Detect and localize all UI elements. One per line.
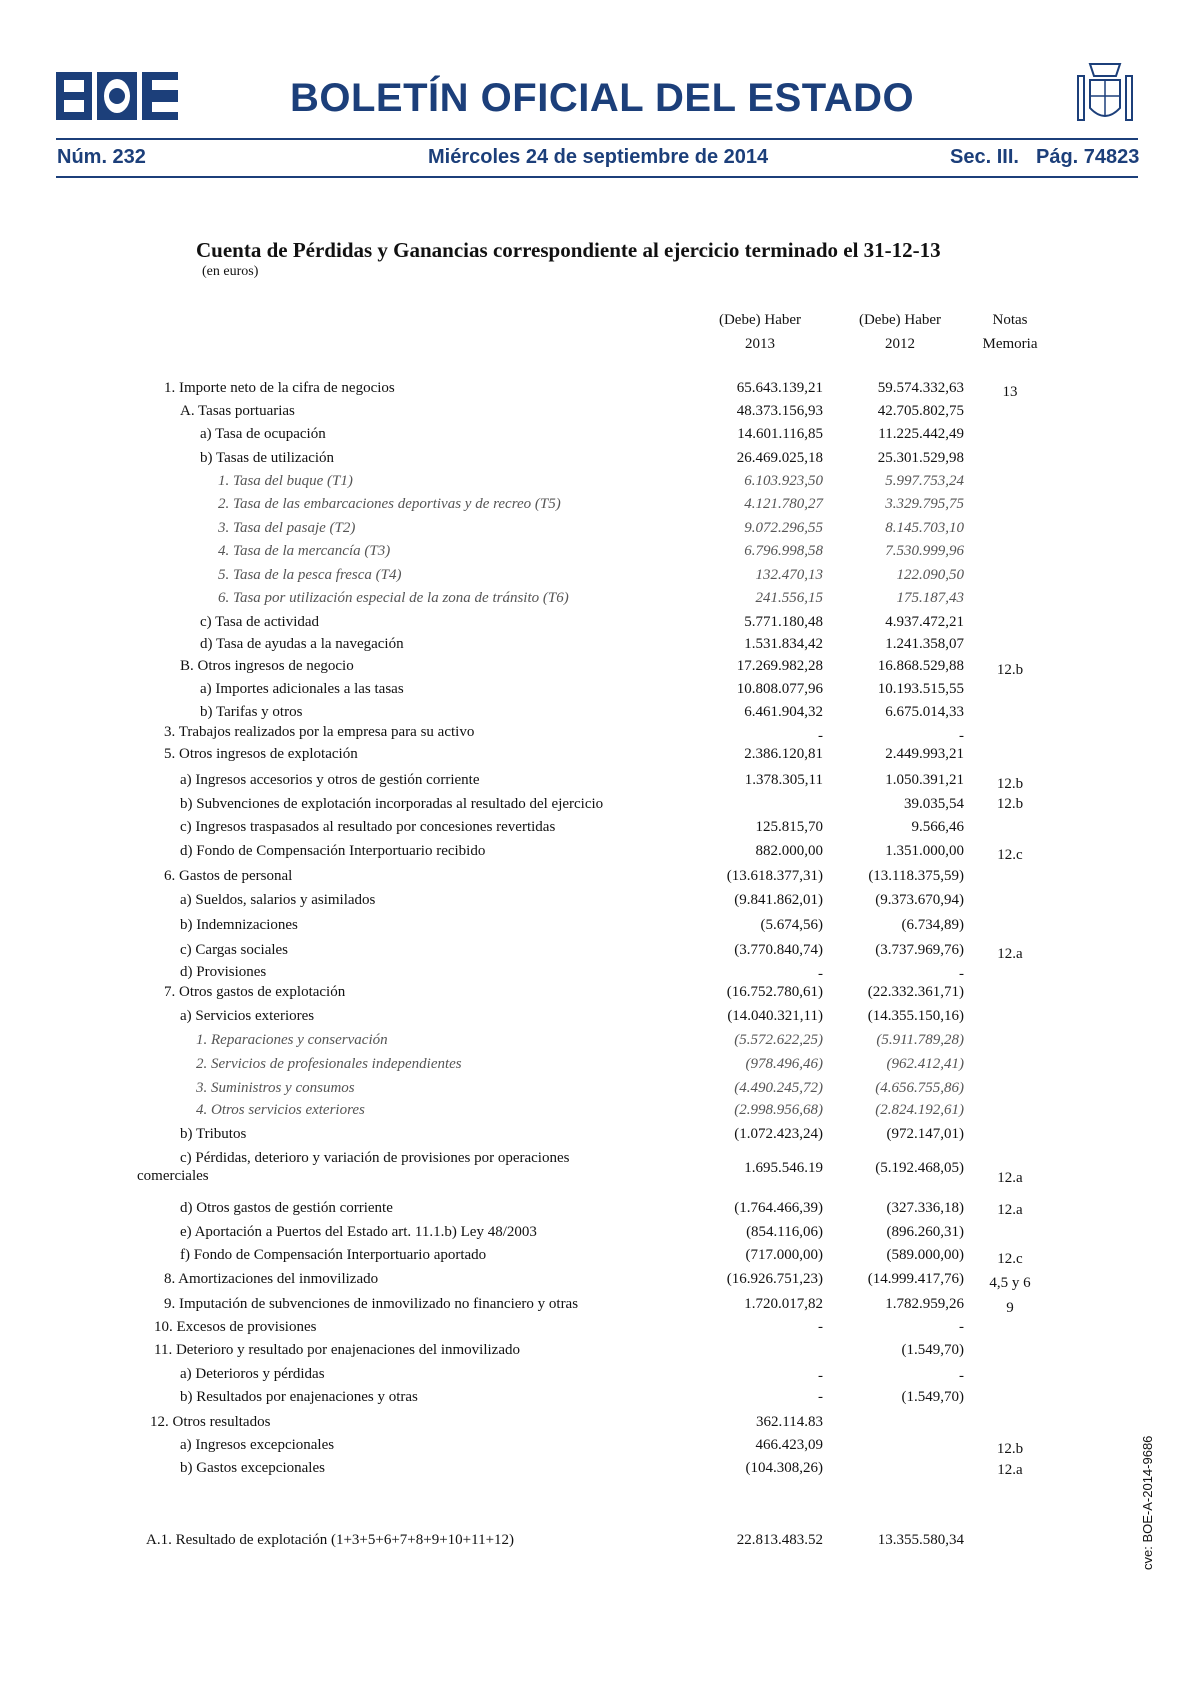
table-row: 5. Otros ingresos de explotación 2.386.120,81 2.449.993,21 <box>164 746 964 762</box>
table-row: c) Tasa de actividad 5.771.180,48 4.937.472,21 <box>200 614 964 630</box>
table-row: c) Cargas sociales (3.770.840,74) (3.737.969,76) 12.a <box>180 942 1023 962</box>
table-row: b) Resultados por enajenaciones y otras - (1.549,70) <box>180 1389 964 1405</box>
table-row: A. Tasas portuarias 48.373.156,93 42.705.802,75 <box>180 403 964 419</box>
table-row: d) Otros gastos de gestión corriente (1.764.466,39) (327.336,18) 12.a <box>180 1200 1023 1218</box>
table-row: c) Pérdidas, deterioro y variación de provisiones por operaciones comerciales 1.695.546.19 (5.192.468,05) 12.a <box>137 1150 1023 1186</box>
header-rule-top <box>56 138 1138 140</box>
table-row: 2. Tasa de las embarcaciones deportivas y de recreo (T5) 4.121.780,27 3.329.795,75 <box>218 496 964 512</box>
table-row: 3. Trabajos realizados por la empresa para su activo - - <box>164 724 964 744</box>
column-header-2013: (Debe) Haber 2013 <box>718 312 802 352</box>
table-row: 6. Tasa por utilización especial de la zona de tránsito (T6) 241.556,15 175.187,43 <box>218 590 964 606</box>
table-row: a) Sueldos, salarios y asimilados (9.841.862,01) (9.373.670,94) <box>180 892 964 908</box>
table-row: a) Tasa de ocupación 14.601.116,85 11.225.442,49 <box>200 426 964 442</box>
table-row: 1. Tasa del buque (T1) 6.103.923,50 5.997.753,24 <box>218 473 964 489</box>
table-row: 4. Tasa de la mercancía (T3) 6.796.998,58 7.530.999,96 <box>218 543 964 559</box>
section-label: Sec. III. <box>950 146 1019 168</box>
table-row: 10. Excesos de provisiones - - <box>154 1319 964 1335</box>
boe-logo <box>56 72 178 120</box>
table-row: 11. Deterioro y resultado por enajenaciones del inmovilizado (1.549,70) <box>154 1342 964 1358</box>
table-row: e) Aportación a Puertos del Estado art. 11.1.b) Ley 48/2003 (854.116,06) (896.260,31) <box>180 1224 964 1240</box>
table-row: 6. Gastos de personal (13.618.377,31) (13.118.375,59) <box>164 868 964 884</box>
column-header-2012: (Debe) Haber 2012 <box>858 312 942 352</box>
table-row: b) Tarifas y otros 6.461.904,32 6.675.014,33 <box>200 704 964 720</box>
cve-code: cve: BOE-A-2014-9686 <box>1140 1435 1155 1570</box>
table-row: a) Servicios exteriores (14.040.321,11) (14.355.150,16) <box>180 1008 964 1024</box>
table-row: a) Importes adicionales a las tasas 10.808.077,96 10.193.515,55 <box>200 681 964 697</box>
table-row: b) Tributos (1.072.423,24) (972.147,01) <box>180 1126 964 1142</box>
table-row: a) Deterioros y pérdidas - - <box>180 1366 964 1384</box>
table-row: 2. Servicios de profesionales independientes (978.496,46) (962.412,41) <box>196 1056 964 1072</box>
table-row: c) Ingresos traspasados al resultado por concesiones revertidas 125.815,70 9.566,46 <box>180 819 964 835</box>
table-row: 9. Imputación de subvenciones de inmovilizado no financiero y otras 1.720.017,82 1.782.959,26 9 <box>164 1296 1014 1316</box>
table-row: 1. Importe neto de la cifra de negocios 65.643.139,21 59.574.332,63 13 <box>164 380 1018 400</box>
header-rule-bottom <box>56 176 1138 178</box>
table-row: 12. Otros resultados 362.114.83 <box>150 1414 823 1430</box>
table-row: b) Gastos excepcionales (104.308,26) 12.a <box>180 1460 1023 1478</box>
coat-of-arms-icon <box>1074 60 1136 128</box>
table-row: b) Tasas de utilización 26.469.025,18 25.301.529,98 <box>200 450 964 466</box>
issue-number: Núm. 232 <box>57 146 146 168</box>
gazette-title: BOLETÍN OFICIAL DEL ESTADO <box>290 76 915 120</box>
table-row: d) Fondo de Compensación Interportuario recibido 882.000,00 1.351.000,00 12.c <box>180 843 1023 863</box>
table-row: 7. Otros gastos de explotación (16.752.780,61) (22.332.361,71) <box>164 984 964 1000</box>
table-row: A.1. Resultado de explotación (1+3+5+6+7+8+9+10+11+12) 22.813.483.52 13.355.580,34 <box>146 1532 964 1548</box>
table-row: b) Indemnizaciones (5.674,56) (6.734,89) <box>180 917 964 933</box>
table-row: 3. Suministros y consumos (4.490.245,72) (4.656.755,86) <box>196 1080 964 1096</box>
table-row: B. Otros ingresos de negocio 17.269.982,28 16.868.529,88 12.b <box>180 658 1024 678</box>
statement-title: Cuenta de Pérdidas y Ganancias correspondiente al ejercicio terminado el 31-12-13 <box>196 238 941 262</box>
table-row: 8. Amortizaciones del inmovilizado (16.926.751,23) (14.999.417,76) 4,5 y 6 <box>164 1271 1031 1291</box>
column-header-notes: Notas Memoria <box>982 312 1038 352</box>
table-row: b) Subvenciones de explotación incorporadas al resultado del ejercicio 39.035,54 12.b <box>180 796 1024 812</box>
issue-date: Miércoles 24 de septiembre de 2014 <box>428 146 769 168</box>
statement-subtitle: (en euros) <box>202 264 259 279</box>
table-row: a) Ingresos accesorios y otros de gestión corriente 1.378.305,11 1.050.391,21 12.b <box>180 772 1024 792</box>
table-row: 5. Tasa de la pesca fresca (T4) 132.470,13 122.090,50 <box>218 567 964 583</box>
table-row: 1. Reparaciones y conservación (5.572.622,25) (5.911.789,28) <box>196 1032 964 1048</box>
table-row: a) Ingresos excepcionales 466.423,09 12.b <box>180 1437 1024 1457</box>
table-row: 4. Otros servicios exteriores (2.998.956,68) (2.824.192,61) <box>196 1102 964 1118</box>
table-row: f) Fondo de Compensación Interportuario aportado (717.000,00) (589.000,00) 12.c <box>180 1247 1023 1267</box>
table-row: d) Provisiones - - <box>180 964 964 982</box>
page-number: Pág. 74823 <box>1036 146 1140 168</box>
table-row: 3. Tasa del pasaje (T2) 9.072.296,55 8.145.703,10 <box>218 520 964 536</box>
table-row: d) Tasa de ayudas a la navegación 1.531.834,42 1.241.358,07 <box>200 636 964 652</box>
